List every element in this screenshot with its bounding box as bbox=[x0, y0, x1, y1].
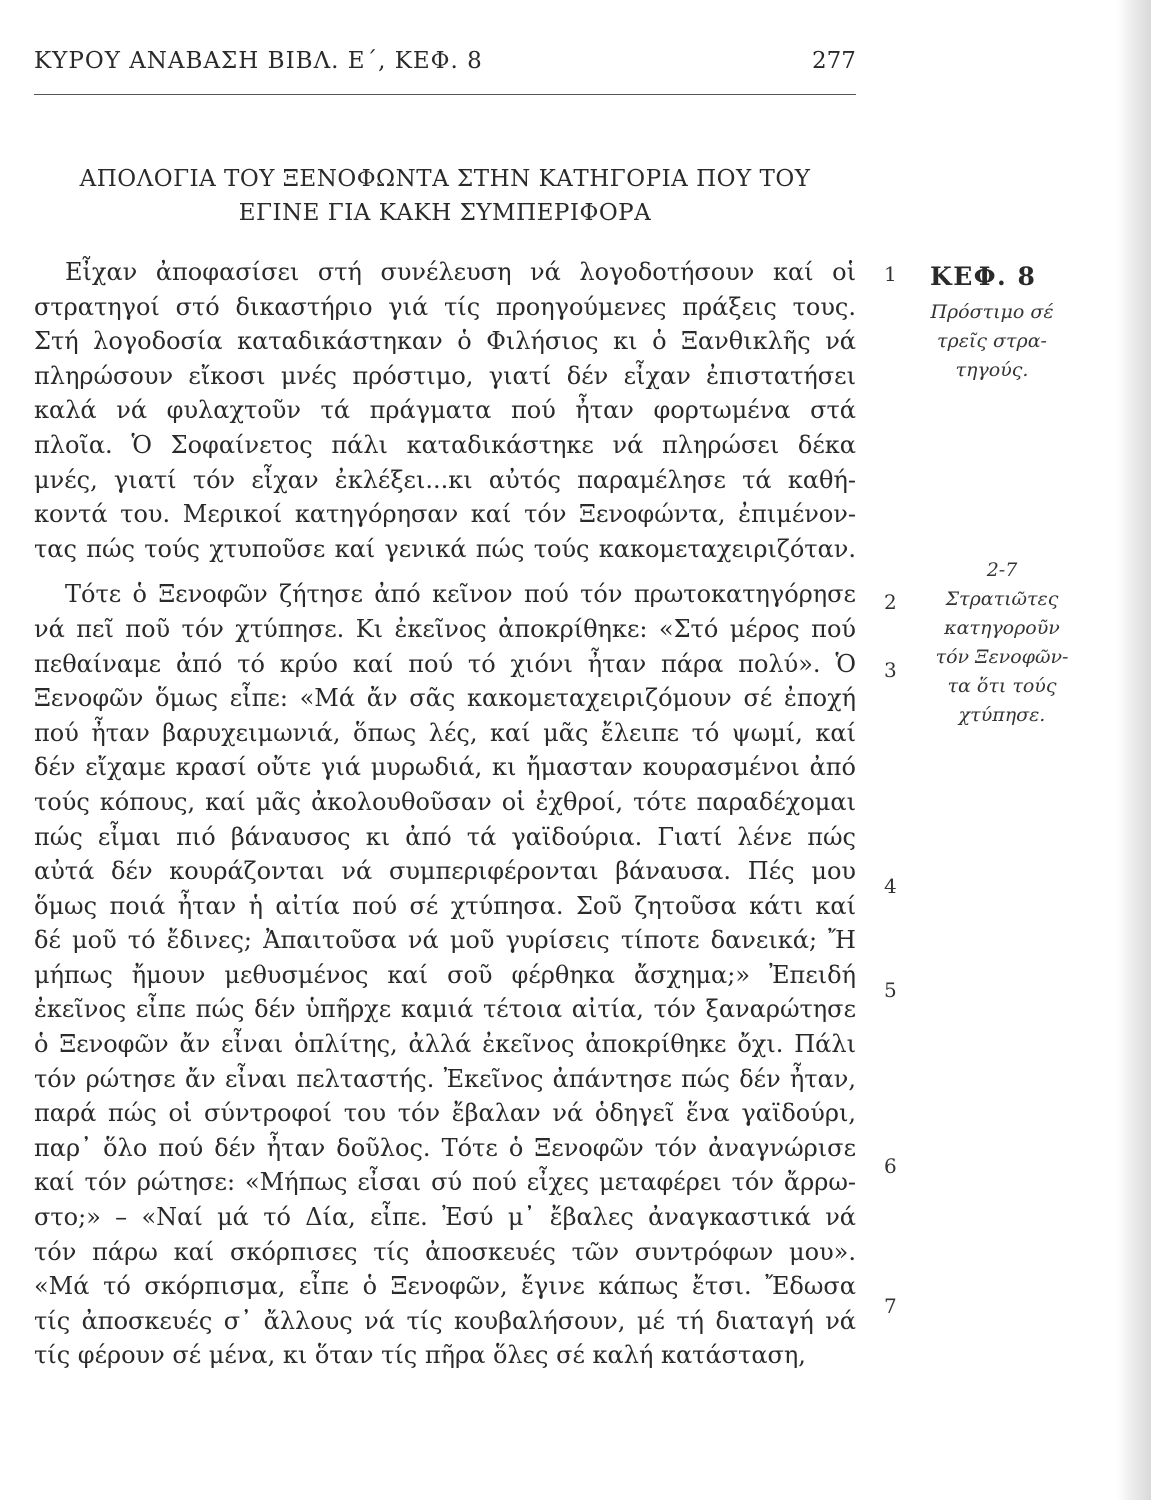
text-line: καί τόν ρώτησε: «Μήπως εἶσαι σύ πού εἶχες μεταφέρει τόν ἄρρω- bbox=[34, 1168, 856, 1197]
text-line: «Μά τό σκόρπισμα, εἶπε ὁ Ξενοφῶν, ἔγινε κάπως ἔτσι. Ἔδωσα bbox=[34, 1272, 856, 1301]
chapter-title bbox=[34, 162, 856, 230]
text-line: Ξενοφῶν ὅμως εἶπε: «Μά ἄν σᾶς κακομεταχειριζόμουν σέ ἐποχή bbox=[34, 684, 856, 713]
text-line: δέ μοῦ τό ἔδινες; Ἀπαιτοῦσα νά μοῦ γυρίσεις τίποτε δανεικά; Ἤ bbox=[34, 926, 856, 955]
margin-note-line: τηγούς. bbox=[955, 359, 1029, 381]
margin-note-line: Πρόστιμο σέ bbox=[930, 301, 1054, 323]
margin-note-fines bbox=[912, 298, 1072, 385]
text-line: ὁ Ξενοφῶν ἄν εἶναι ὁπλίτης, ἀλλά ἐκεῖνος ἀποκρίθηκε ὄχι. Πάλι bbox=[34, 1030, 856, 1059]
text-line: Στή λογοδοσία καταδικάστηκαν ὁ Φιλήσιος κι ὁ Ξανθικλῆς νά bbox=[34, 327, 856, 356]
body-text bbox=[34, 255, 856, 1373]
margin-note-line: χτύπησε. bbox=[958, 704, 1046, 726]
section-number: 6 bbox=[884, 1154, 897, 1178]
text-line: τόν πάρω καί σκόρπισες τίς ἀποσκευές τῶν συντρόφων μου». bbox=[34, 1237, 856, 1266]
section-number: 5 bbox=[884, 978, 897, 1002]
text-line: νά πεῖ ποῦ τόν χτύπησε. Κι ἐκεῖνος ἀποκρίθηκε: «Στό μέρος πού bbox=[34, 614, 856, 643]
text-line: τούς κόπους, καί μᾶς ἀκολουθοῦσαν οἱ ἐχθροί, τότε παραδέχομαι bbox=[34, 787, 856, 816]
paragraph-1 bbox=[34, 255, 856, 566]
chapter-title-line: ΕΓΙΝΕ ΓΙΑ ΚΑΚΗ ΣΥΜΠΕΡΙΦΟΡΑ bbox=[238, 200, 652, 226]
chapter-title-line: ΑΠΟΛΟΓΙΑ ΤΟΥ ΞΕΝΟΦΩΝΤΑ ΣΤΗΝ ΚΑΤΗΓΟΡΙΑ ΠΟΥ ΤΟΥ bbox=[79, 166, 811, 192]
text-line: μήπως ἤμουν μεθυσμένος καί σοῦ φέρθηκα ἄσχημα;» Ἐπειδή bbox=[34, 960, 856, 989]
text-line: πώς εἶμαι πιό βάναυσος κι ἀπό τά γαϊδούρια. Γιατί λένε πώς bbox=[34, 822, 856, 851]
text-line: τίς ἀποσκευές σ᾽ ἄλλους νά τίς κουβαλήσουν, μέ τή διαταγή νά bbox=[34, 1306, 856, 1335]
text-line: αὐτά δέν κουράζονται νά συμπεριφέρονται βάναυσα. Πές μου bbox=[34, 857, 856, 886]
text-line: στο;» – «Ναί μά τό Δία, εἶπε. Ἐσύ μ᾽ ἔβαλες ἀναγκαστικά νά bbox=[34, 1203, 856, 1232]
text-line: παρά πώς οἱ σύντροφοί του τόν ἔβαλαν νά ὁδηγεῖ ἕνα γαϊδούρι, bbox=[34, 1099, 856, 1128]
text-line: πλοῖα. Ὁ Σοφαίνετος πάλι καταδικάστηκε νά πληρώσει δέκα bbox=[34, 430, 856, 459]
margin-note-line: τρεῖς στρα- bbox=[937, 330, 1047, 352]
text-line: Τότε ὁ Ξενοφῶν ζήτησε ἀπό κεῖνον πού τόν πρωτοκατηγόρησε bbox=[65, 580, 856, 609]
page-edge-shadow bbox=[1117, 0, 1151, 1500]
section-number: 1 bbox=[884, 262, 897, 286]
text-line: πληρώσουν εἴκοσι μνές πρόστιμο, γιατί δέν εἶχαν ἐπιστατήσει bbox=[34, 361, 856, 390]
margin-note-line: τα ὅτι τούς bbox=[947, 675, 1057, 697]
section-number: 3 bbox=[884, 658, 897, 682]
section-number: 4 bbox=[884, 874, 897, 898]
margin-note-line: Στρατιῶτες bbox=[945, 588, 1059, 610]
section-number: 2 bbox=[884, 590, 897, 614]
text-line: Εἶχαν ἀποφασίσει στή συνέλευση νά λογοδοτήσουν καί οἱ bbox=[65, 258, 856, 286]
page-number: 277 bbox=[812, 48, 856, 74]
running-title: ΚΥΡΟΥ ΑΝΑΒΑΣΗ ΒΙΒΛ. Ε΄, ΚΕΦ. 8 bbox=[34, 48, 483, 74]
header-rule bbox=[34, 94, 856, 95]
margin-note-accusation bbox=[922, 556, 1082, 730]
text-line: παρ᾽ ὅλο πού δέν ἦταν δοῦλος. Τότε ὁ Ξενοφῶν τόν ἀναγνώρισε bbox=[34, 1133, 856, 1162]
paragraph-2 bbox=[34, 577, 856, 1373]
section-number: 7 bbox=[884, 1294, 897, 1318]
margin-note-range: 2-7 bbox=[986, 559, 1018, 581]
text-line: κοντά του. Μερικοί κατηγόρησαν καί τόν Ξενοφώντα, ἐπιμένον- bbox=[34, 500, 856, 529]
text-line: μνές, γιατί τόν εἶχαν ἐκλέξει...κι αὐτός παραμέλησε τά καθή- bbox=[34, 465, 856, 494]
text-line: πεθαίναμε ἀπό τό κρύο καί πού τό χιόνι ἦταν πάρα πολύ». Ὁ bbox=[34, 649, 856, 678]
text-line: πού ἦταν βαρυχειμωνιά, ὅπως λές, καί μᾶς ἔλειπε τό ψωμί, καί bbox=[34, 718, 856, 747]
text-line: ὅμως ποιά ἦταν ἡ αἰτία πού σέ χτύπησα. Σοῦ ζητοῦσα κάτι καί bbox=[34, 891, 856, 920]
margin-note-line: τόν Ξενοφῶν- bbox=[935, 646, 1069, 668]
text-line: τόν ρώτησε ἄν εἶναι πελταστής. Ἐκεῖνος ἀπάντησε πώς δέν ἦταν, bbox=[34, 1064, 856, 1093]
text-line: τας πώς τούς χτυποῦσε καί γενικά πώς τούς κακομεταχειριζόταν. bbox=[34, 534, 856, 563]
text-line: στρατηγοί στό δικαστήριο γιά τίς προηγούμενες πράξεις τους. bbox=[34, 292, 856, 321]
text-line: τίς φέρουν σέ μένα, κι ὅταν τίς πῆρα ὅλες σέ καλή κατάσταση, bbox=[34, 1341, 806, 1370]
chapter-marginal-label: ΚΕΦ. 8 bbox=[930, 262, 1037, 291]
text-line: καλά νά φυλαχτοῦν τά πράγματα πού ἦταν φορτωμένα στά bbox=[34, 396, 856, 425]
margin-note-line: κατηγοροῦν bbox=[944, 617, 1060, 639]
text-line: ἐκεῖνος εἶπε πώς δέν ὑπῆρχε καμιά τέτοια αἰτία, τόν ξαναρώτησε bbox=[34, 995, 856, 1024]
text-line: δέν εἴχαμε κρασί οὔτε γιά μυρωδιά, κι ἤμασταν κουρασμένοι ἀπό bbox=[34, 753, 856, 782]
